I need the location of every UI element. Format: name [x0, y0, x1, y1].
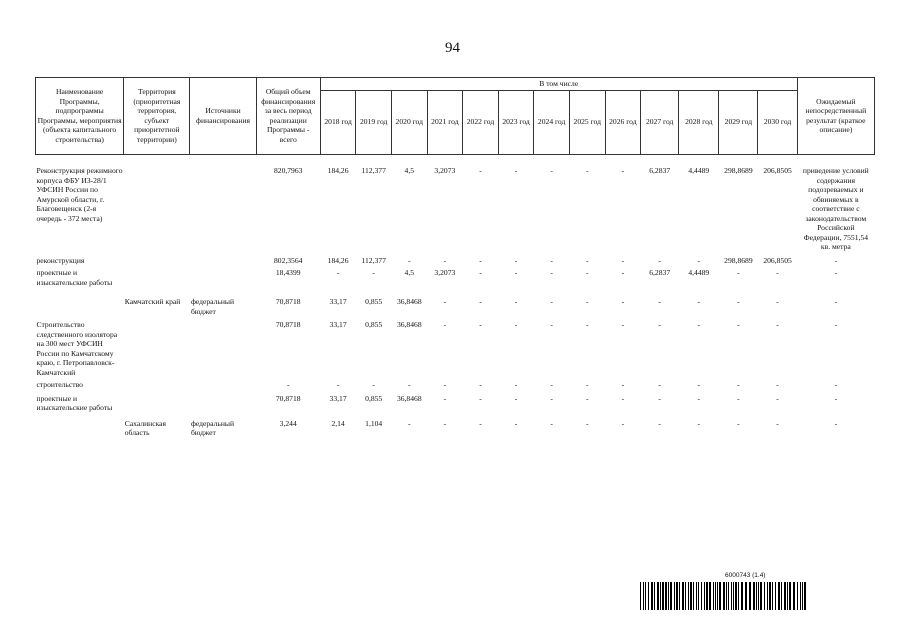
row-source: федеральный бюджет	[190, 297, 235, 316]
row-year-value: -	[479, 418, 482, 428]
row-year-value: -	[621, 297, 625, 306]
row-year-value: -	[737, 268, 740, 277]
row-year-value: 33,17	[329, 297, 347, 306]
header-year: 2021 год	[427, 90, 463, 154]
row-year-value: 36,8468	[396, 393, 422, 403]
row-source	[190, 320, 256, 380]
row-year-value: -	[514, 380, 518, 389]
row-year-value: -	[443, 297, 447, 306]
row-year-value: 3,2073	[434, 166, 456, 175]
header-year: 2027 год	[641, 90, 679, 154]
row-year-value: -	[776, 320, 779, 329]
row-territory	[124, 394, 190, 419]
row-territory: Камчатский край	[124, 297, 181, 306]
row-year-value: -	[585, 393, 589, 403]
row-total: 70,8718	[275, 320, 301, 329]
row-year-value: 206,8505	[763, 255, 792, 265]
row-result: -	[834, 297, 838, 306]
row-year-value: -	[658, 393, 661, 403]
row-year-value: -	[621, 393, 625, 403]
row-year-value: -	[585, 320, 589, 329]
row-year-value: -	[550, 268, 553, 277]
row-year-value: -	[658, 418, 661, 428]
financing-table	[35, 77, 875, 438]
row-year-value: -	[550, 380, 553, 389]
row-year-value: 298,8689	[724, 166, 753, 175]
table-row	[36, 419, 875, 438]
row-year-value: -	[621, 255, 625, 265]
row-source	[190, 256, 256, 269]
row-year-value: -	[408, 380, 411, 389]
row-result: -	[834, 380, 838, 389]
row-year-value: 4,4489	[688, 268, 710, 277]
row-year-value: -	[479, 320, 482, 329]
row-year-value: -	[408, 255, 411, 265]
row-year-value: -	[372, 268, 375, 277]
row-year-value: -	[336, 268, 340, 277]
row-year-value: -	[550, 418, 553, 428]
row-name: строительство	[36, 380, 83, 389]
row-year-value: 184,26	[327, 255, 349, 265]
row-name: Строительство следственного изолятора на 300 мест УФСИН России по Камчатскому краю, г. Петропавловск-Камчатский	[36, 320, 118, 377]
row-year-value: -	[621, 268, 625, 277]
row-territory	[124, 166, 190, 256]
row-result: -	[834, 320, 838, 329]
table-body	[36, 154, 875, 438]
row-source: федеральный бюджет	[190, 418, 235, 437]
row-year-value: -	[585, 268, 589, 277]
row-year-value: -	[585, 166, 589, 175]
row-total: 802,3564	[273, 255, 303, 265]
row-year-value: -	[443, 380, 447, 389]
header-year: 2018 год	[320, 90, 356, 154]
row-year-value: -	[658, 320, 661, 329]
row-result: -	[834, 393, 838, 403]
row-year-value: -	[658, 255, 661, 265]
row-year-value: -	[479, 393, 482, 403]
row-year-value: -	[408, 418, 411, 428]
row-year-value: -	[550, 320, 553, 329]
row-year-value: -	[550, 255, 553, 265]
table-row	[36, 166, 875, 256]
row-source	[190, 166, 256, 256]
row-year-value: -	[737, 393, 740, 403]
row-result: -	[834, 418, 838, 428]
row-territory	[124, 380, 190, 394]
header-name: Наименование Программы, подпрограммы Программы, мероприятия (объекта капитального строительства)	[36, 78, 124, 155]
row-year-value: -	[776, 297, 779, 306]
table-row	[36, 380, 875, 394]
header-year: 2023 год	[498, 90, 534, 154]
row-year-value: -	[658, 380, 661, 389]
row-year-value: -	[372, 380, 375, 389]
barcode-number: 6000743 (1.4)	[725, 572, 766, 579]
table-row	[36, 394, 875, 419]
row-year-value: -	[443, 255, 447, 265]
row-year-value: 4,5	[404, 166, 415, 175]
row-territory	[124, 320, 190, 380]
row-name: проектные и изыскательские работы	[36, 268, 113, 287]
row-year-value: -	[585, 255, 589, 265]
row-year-value: -	[336, 380, 340, 389]
row-year-value: 6,2837	[649, 166, 671, 175]
header-year: 2025 год	[569, 90, 605, 154]
row-year-value: -	[621, 380, 625, 389]
row-year-value: -	[776, 393, 779, 403]
row-territory: Сахалинская область	[124, 418, 167, 437]
table-row	[36, 320, 875, 380]
header-year: 2029 год	[719, 90, 758, 154]
header-result: Ожидаемый непосредственный результат (краткое описание)	[797, 78, 874, 155]
row-year-value: 6,2837	[649, 268, 671, 277]
header-year: 2022 год	[463, 90, 499, 154]
row-name: реконструкция	[36, 255, 85, 265]
row-year-value: -	[514, 320, 518, 329]
row-year-value: -	[697, 255, 701, 265]
row-year-value: 33,17	[329, 320, 347, 329]
row-year-value: -	[514, 297, 518, 306]
row-year-value: -	[585, 380, 589, 389]
row-year-value: -	[443, 418, 447, 428]
row-year-value: -	[550, 166, 553, 175]
row-year-value: 4,4489	[688, 166, 710, 175]
row-year-value: -	[697, 380, 701, 389]
row-year-value: -	[585, 297, 589, 306]
row-year-value: 206,8505	[763, 166, 792, 175]
row-year-value: -	[621, 166, 625, 175]
row-year-value: 112,377	[361, 255, 386, 265]
header-total: Общий объем финансирования за весь период реализации Программы - всего	[256, 78, 320, 155]
row-source	[190, 268, 256, 297]
row-total: 70,8718	[275, 393, 301, 403]
table-header	[36, 78, 875, 155]
row-result: -	[834, 268, 838, 277]
row-year-value: 4,5	[404, 268, 415, 277]
row-name: проектные и изыскательские работы	[36, 393, 113, 412]
row-year-value: 0,855	[365, 393, 383, 403]
row-year-value: 1,104	[365, 418, 383, 428]
row-total: -	[286, 380, 290, 389]
row-source	[190, 380, 256, 394]
row-year-value: 36,8468	[396, 320, 422, 329]
row-year-value: -	[621, 418, 625, 428]
row-total: 820,7963	[273, 166, 303, 175]
row-year-value: -	[479, 166, 482, 175]
row-year-value: 112,377	[361, 166, 386, 175]
barcode	[640, 582, 877, 610]
row-territory	[124, 256, 190, 269]
row-year-value: -	[479, 255, 482, 265]
row-year-value: -	[697, 418, 701, 428]
row-result: -	[834, 255, 838, 265]
row-year-value: -	[443, 320, 447, 329]
row-year-value: -	[776, 380, 779, 389]
row-territory	[124, 268, 190, 297]
header-including: В том числе	[320, 78, 797, 91]
row-year-value: 0,855	[365, 297, 383, 306]
row-year-value: -	[479, 380, 482, 389]
row-year-value: -	[697, 393, 701, 403]
table-row	[36, 297, 875, 320]
header-year: 2020 год	[391, 90, 427, 154]
row-year-value: 3,2073	[434, 268, 456, 277]
row-year-value: -	[585, 418, 589, 428]
row-year-value: -	[737, 380, 740, 389]
row-year-value: -	[658, 297, 661, 306]
row-total: 18,4399	[275, 268, 301, 277]
row-year-value: 33,17	[329, 393, 347, 403]
page-number: 94	[445, 40, 460, 56]
header-source: Источники финансирования	[190, 78, 256, 155]
table-row	[36, 268, 875, 297]
row-year-value: 184,26	[327, 166, 349, 175]
header-year: 2024 год	[534, 90, 570, 154]
header-year: 2030 год	[758, 90, 797, 154]
row-year-value: -	[697, 297, 701, 306]
row-year-value: -	[443, 393, 447, 403]
row-year-value: -	[514, 418, 518, 428]
row-total: 70,8718	[275, 297, 301, 306]
row-year-value: -	[514, 393, 518, 403]
row-year-value: -	[479, 268, 482, 277]
row-result: приведение условий содержания подозреваемых и обвиняемых в соответствие с законодательством Российской Федерации, 7551,54 кв. метра	[802, 166, 869, 251]
row-source	[190, 394, 256, 419]
row-year-value: -	[737, 418, 740, 428]
row-year-value: -	[550, 393, 553, 403]
row-year-value: -	[550, 297, 553, 306]
table-row	[36, 256, 875, 269]
row-year-value: 2,14	[331, 418, 345, 428]
row-year-value: -	[514, 166, 518, 175]
row-year-value: -	[737, 297, 740, 306]
row-name	[36, 297, 124, 320]
header-year: 2026 год	[605, 90, 641, 154]
row-year-value: 36,8468	[396, 297, 422, 306]
row-year-value: -	[697, 320, 701, 329]
row-year-value: -	[776, 268, 779, 277]
row-year-value: -	[737, 320, 740, 329]
row-year-value: -	[479, 297, 482, 306]
row-name	[36, 419, 124, 438]
row-total: 3,244	[279, 418, 297, 428]
header-year: 2028 год	[679, 90, 719, 154]
row-year-value: 0,855	[365, 320, 383, 329]
row-year-value: -	[621, 320, 625, 329]
header-year: 2019 год	[356, 90, 392, 154]
row-year-value: -	[776, 418, 779, 428]
header-territory: Территория (приоритетная территория, субъект приоритетной территории)	[124, 78, 190, 155]
row-year-value: -	[514, 255, 518, 265]
row-year-value: -	[514, 268, 518, 277]
row-year-value: 298,8689	[724, 255, 753, 265]
row-name: Реконструкция режимного корпуса ФБУ ИЗ-28/1 УФСИН России по Амурской области, г. Благовещенск (2-я очередь - 372 места)	[36, 166, 123, 223]
